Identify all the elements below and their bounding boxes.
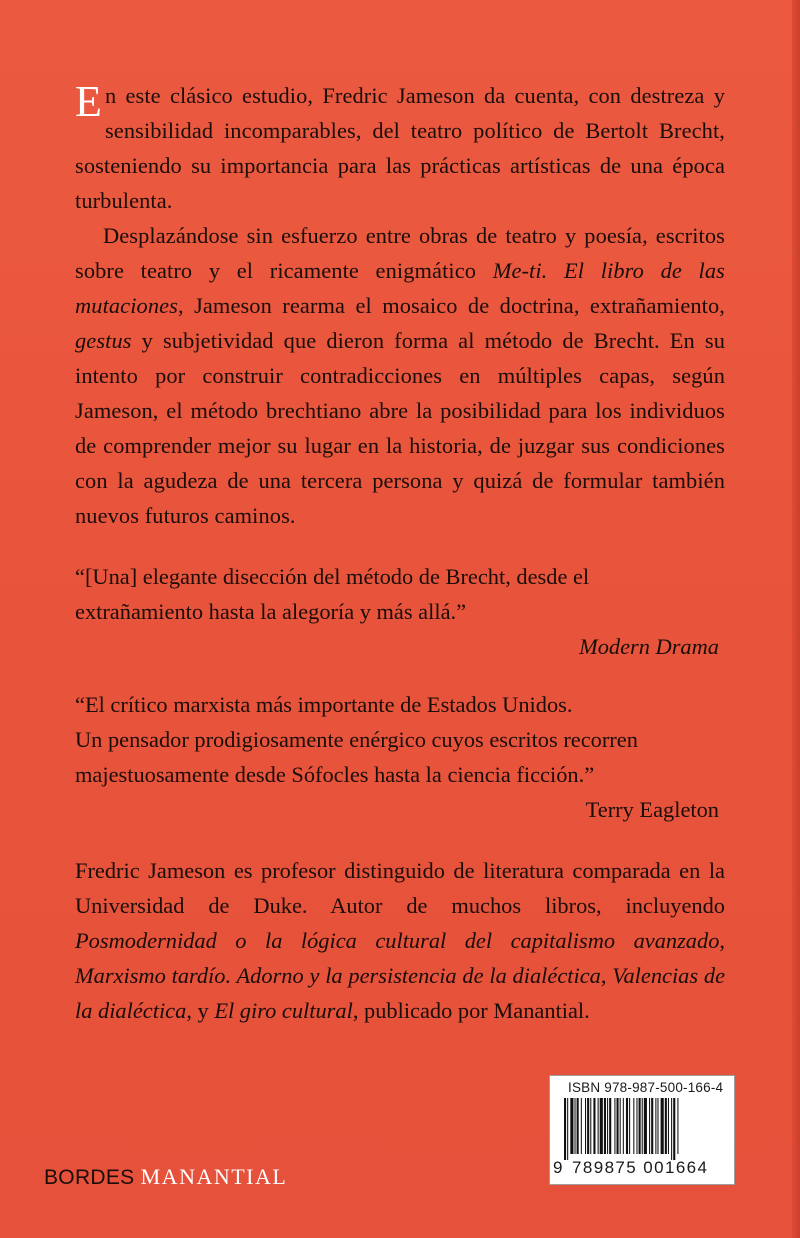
barcode-bar bbox=[604, 1098, 606, 1154]
book-title: Posmodernidad o la lógica cultural del capitalismo avanzado bbox=[75, 928, 720, 953]
barcode-bar bbox=[577, 1098, 579, 1154]
barcode-bar bbox=[636, 1098, 637, 1154]
barcode-bar bbox=[639, 1098, 641, 1154]
barcode-bar bbox=[609, 1098, 611, 1154]
barcode-bar bbox=[623, 1098, 624, 1154]
barcode-bar bbox=[600, 1098, 603, 1154]
book-title-meti: Me-ti. El libro de las mutaciones bbox=[75, 258, 725, 318]
barcode-bar bbox=[671, 1098, 672, 1160]
barcode-bar bbox=[564, 1098, 566, 1160]
collection-name: BORDES bbox=[44, 1166, 141, 1189]
barcode-bar bbox=[581, 1098, 582, 1154]
quote-source: Modern Drama bbox=[579, 634, 719, 659]
barcode-bar bbox=[614, 1098, 615, 1154]
spine-edge bbox=[792, 0, 800, 1238]
publisher-name: MANANTIAL bbox=[140, 1164, 288, 1189]
quote-source: Terry Eagleton bbox=[585, 797, 719, 822]
publisher-logo bbox=[44, 1164, 287, 1190]
barcode-bar bbox=[655, 1098, 656, 1154]
book-title: El giro cultural bbox=[214, 998, 353, 1023]
barcode-bar bbox=[567, 1098, 568, 1160]
barcode-bar bbox=[644, 1098, 647, 1154]
author-bio bbox=[75, 853, 725, 1028]
barcode-bar bbox=[607, 1098, 608, 1154]
drop-cap: E bbox=[75, 77, 102, 126]
barcode-bar bbox=[629, 1098, 630, 1154]
barcode-bar bbox=[668, 1098, 669, 1154]
barcode-bar bbox=[598, 1098, 599, 1154]
book-title: Marxismo tardío. Adorno y la persistencia de la dialéctica bbox=[75, 963, 601, 988]
quote-line: “[Una] elegante disección del método de Brecht, desde el bbox=[75, 564, 590, 589]
barcode-bar bbox=[673, 1098, 675, 1160]
barcode-bar bbox=[661, 1098, 664, 1154]
term-gestus: gestus bbox=[75, 328, 132, 353]
barcode-digits: 789875 001664 bbox=[572, 1158, 709, 1177]
isbn-label: ISBN 978-987-500-166-4 bbox=[568, 1080, 724, 1095]
quote-line: extrañamiento hasta la alegoría y más allá.” bbox=[75, 599, 467, 624]
barcode-bar bbox=[677, 1098, 678, 1154]
author-bio-text: Fredric Jameson es profesor distinguido de literatura comparada en la Universidad de Duke. Autor de muchos libros, incluyendo Posmodernidad o la lógica cultural del capitalismo avanzado, Marxismo tardío. Adorno y la persistencia de la dialéctica, Valencias de la dialéctica, y El giro cultural, publicado por Manantial. bbox=[75, 858, 726, 1023]
barcode-bar bbox=[617, 1098, 619, 1154]
synopsis bbox=[75, 78, 725, 533]
quote-line: Un pensador prodigiosamente enérgico cuyos escritos recorren bbox=[75, 727, 638, 752]
barcode-bar bbox=[587, 1098, 589, 1154]
barcode-bar bbox=[590, 1098, 591, 1154]
barcode-bar bbox=[657, 1098, 658, 1154]
barcode-bar bbox=[633, 1098, 634, 1154]
synopsis-paragraph-1: En este clásico estudio, Fredric Jameson da cuenta, con destreza y sensibilidad incomparables, del teatro político de Bertolt Brecht, sosteniendo su importancia para las prácticas artísticas de una época turbulenta. bbox=[75, 77, 725, 213]
barcode-bar bbox=[575, 1098, 576, 1154]
quote-line: majestuosamente desde Sófocles hasta la ciencia ficción.” bbox=[75, 762, 595, 787]
barcode-bar bbox=[651, 1098, 653, 1154]
barcode-bars bbox=[564, 1098, 728, 1160]
isbn-barcode bbox=[549, 1075, 735, 1185]
barcode-bar bbox=[570, 1098, 573, 1154]
barcode-bar bbox=[626, 1098, 628, 1154]
barcode-bar bbox=[620, 1098, 621, 1154]
barcode-bar bbox=[642, 1098, 643, 1154]
barcode-bar bbox=[665, 1098, 667, 1154]
barcode-bar bbox=[585, 1098, 586, 1154]
barcode-lead-digit: 9 bbox=[553, 1158, 564, 1177]
barcode-bar bbox=[649, 1098, 650, 1154]
synopsis-paragraph-2: Desplazándose sin esfuerzo entre obras de teatro y poesía, escritos sobre teatro y el ricamente enigmático Me-ti. El libro de las mutaciones, Jameson rearma el mosaico de doctrina, extrañamiento, gestus y subjetividad que dieron forma al método de Brecht. En su intento por construir contradicciones en múltiples capas, según Jameson, el método brechtiano abre la posibilidad para los individuos de comprender mejor su lugar en la historia, de juzgar sus condiciones con la agudeza de una tercera persona y quizá de formular también nuevos futuros caminos. bbox=[75, 223, 725, 528]
book-title: Valencias de la dialéctica bbox=[75, 963, 726, 1023]
quote-line: “El crítico marxista más importante de Estados Unidos. bbox=[75, 692, 573, 717]
review-quote-1 bbox=[75, 559, 725, 664]
review-quote-2 bbox=[75, 687, 725, 827]
barcode-bar bbox=[593, 1098, 595, 1154]
